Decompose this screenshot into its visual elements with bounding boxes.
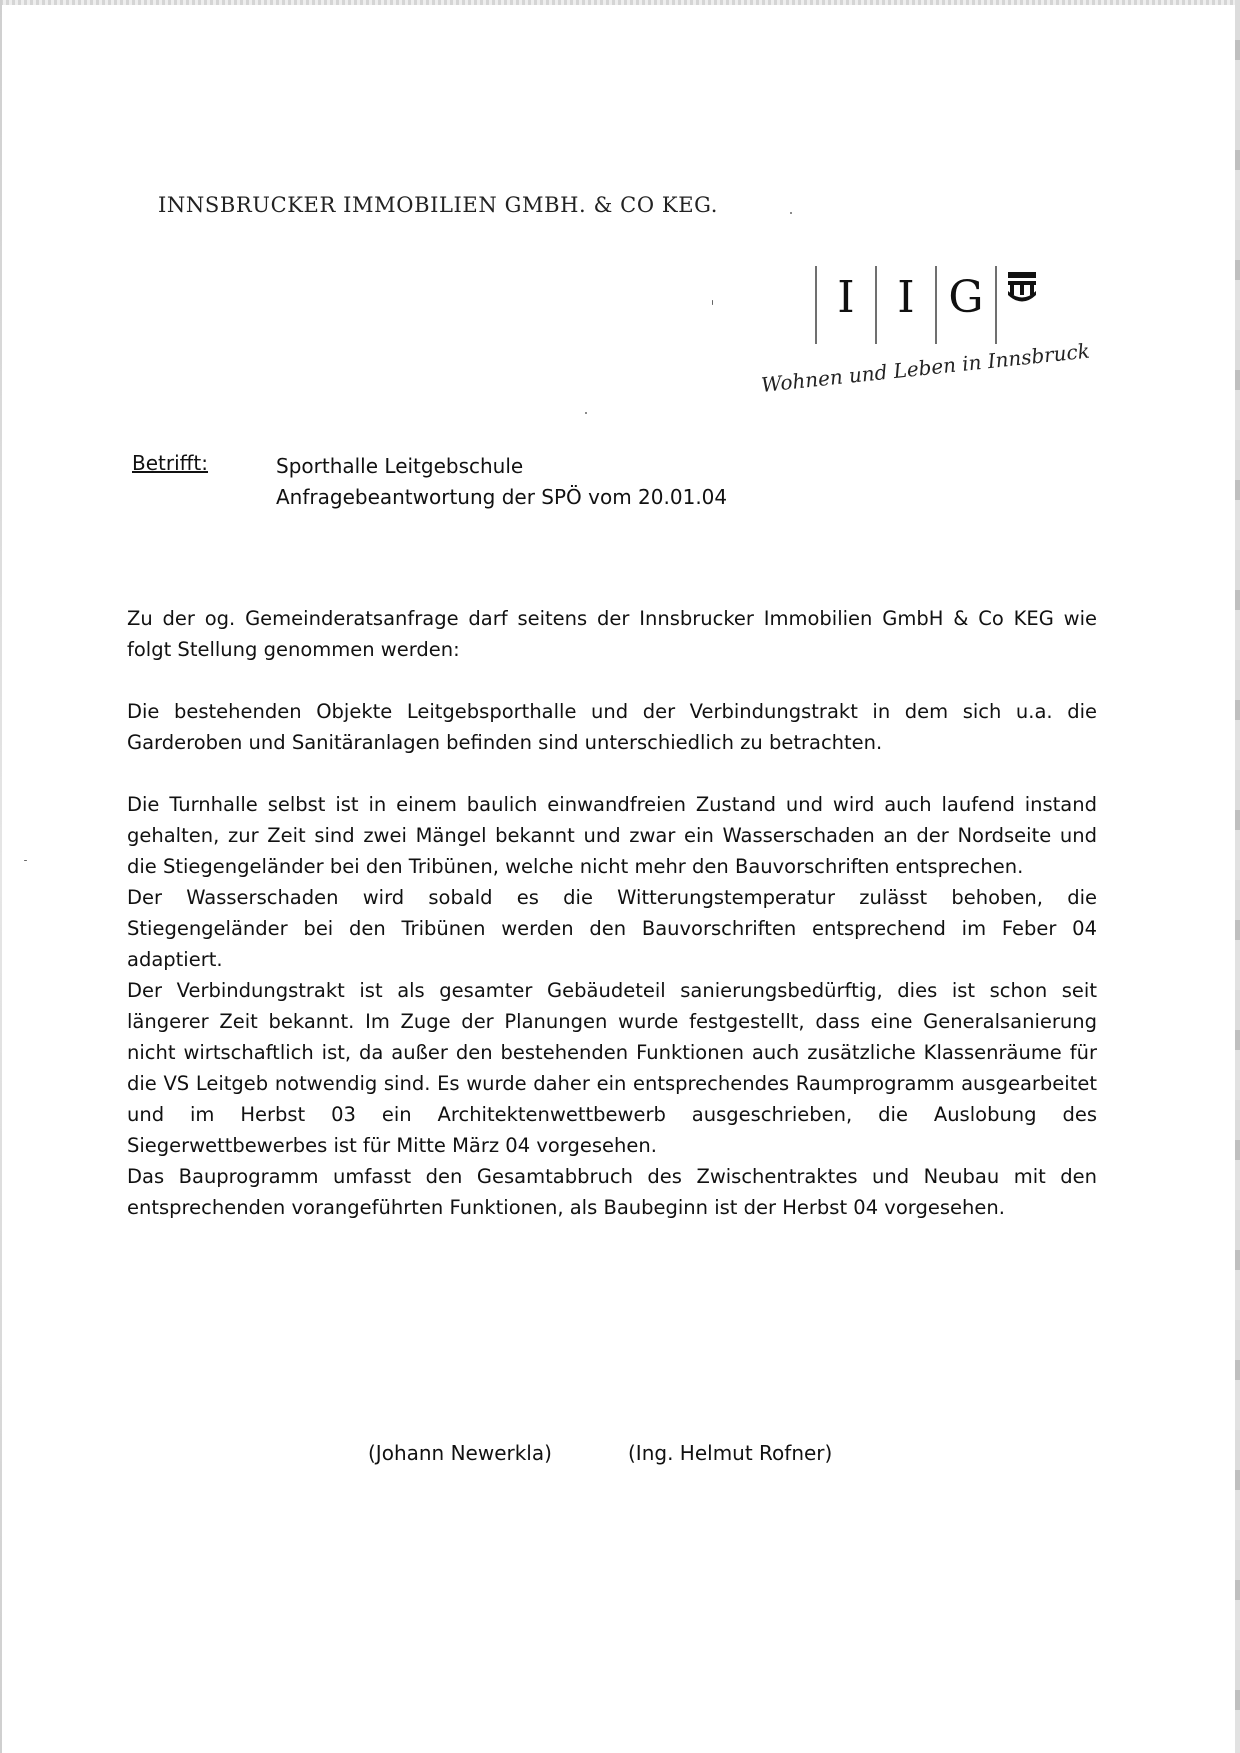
paragraph-intro: Zu der og. Gemeinderatsanfrage darf seitens der Innsbrucker Immobilien GmbH & Co KEG wie folgt Stellung genommen werden:: [127, 607, 1097, 661]
scan-edge-top: [0, 0, 1240, 5]
signature-rofner: (Ing. Helmut Rofner): [628, 1441, 833, 1465]
scan-speck: [585, 412, 587, 414]
scan-edge-right: [1235, 0, 1240, 1753]
scan-edge-left: [0, 0, 2, 1753]
innsbruck-crest-icon: [1008, 272, 1036, 302]
letter-body: [127, 603, 1097, 1223]
paragraph-turnhalle: Die Turnhalle selbst ist in einem baulich einwandfreien Zustand und wird auch laufend instand gehalten, zur Zeit sind zwei Mängel bekannt und zwar ein Wasserschaden an der Nordseite und die Stiegengeländer bei den Tribünen, welche nicht mehr den Bauvorschriften entsprechen.: [127, 793, 1097, 878]
subject-line-1: Sporthalle Leitgebschule: [276, 454, 524, 478]
tagline-text: Wohnen und Leben in Innsbruck: [760, 338, 1091, 397]
subject-lines: [276, 451, 727, 513]
scan-speck: [790, 212, 792, 214]
subject-label: Betrifft:: [132, 451, 209, 475]
paragraph-objects: Die bestehenden Objekte Leitgebsporthalle und der Verbindungstrakt in dem sich u.a. die Garderoben und Sanitäranlagen befinden sind unterschiedlich zu betrachten.: [127, 700, 1097, 754]
logo-letter-1: I: [837, 272, 855, 323]
tagline-script: [758, 338, 1091, 402]
iig-logo: [812, 262, 1062, 348]
paragraph-verbindungstrakt: Der Verbindungstrakt ist als gesamter Gebäudeteil sanierungsbedürftig, dies ist schon seit längerer Zeit bekannt. Im Zuge der Planungen wurde festgestellt, dass eine Generalsanierung nicht wirtschaftlich ist, da außer den bestehenden Funktionen auch zusätzliche Klassenräume für die VS Leitgeb notwendig sind. Es wurde daher ein entsprechendes Raumprogramm ausgearbeitet und im Herbst 03 ein Architektenwettbewerb ausgeschrieben, die Auslobung des Siegerwettbewerbes ist für Mitte März 04 vorgesehen.: [127, 979, 1097, 1157]
subject-line-2: Anfragebeantwortung der SPÖ vom 20.01.04: [276, 485, 728, 509]
scan-speck: [24, 860, 27, 861]
signature-newerkla: (Johann Newerkla): [368, 1441, 552, 1465]
company-name: INNSBRUCKER IMMOBILIEN GMBH. & CO KEG.: [158, 193, 719, 217]
logo-letter-2: I: [897, 272, 915, 323]
logo-letter-3: G: [948, 272, 984, 323]
paragraph-bauprogramm: Das Bauprogramm umfasst den Gesamtabbruch des Zwischentraktes und Neubau mit den entsprechenden vorangeführten Funktionen, als Baubeginn ist der Herbst 04 vorgesehen.: [127, 1165, 1097, 1219]
scan-speck: [712, 300, 713, 305]
paragraph-wasserschaden: Der Wasserschaden wird sobald es die Witterungstemperatur zulässt behoben, die Stiegengeländer bei den Tribünen werden den Bauvorschriften entsprechend im Feber 04 adaptiert.: [127, 886, 1097, 971]
